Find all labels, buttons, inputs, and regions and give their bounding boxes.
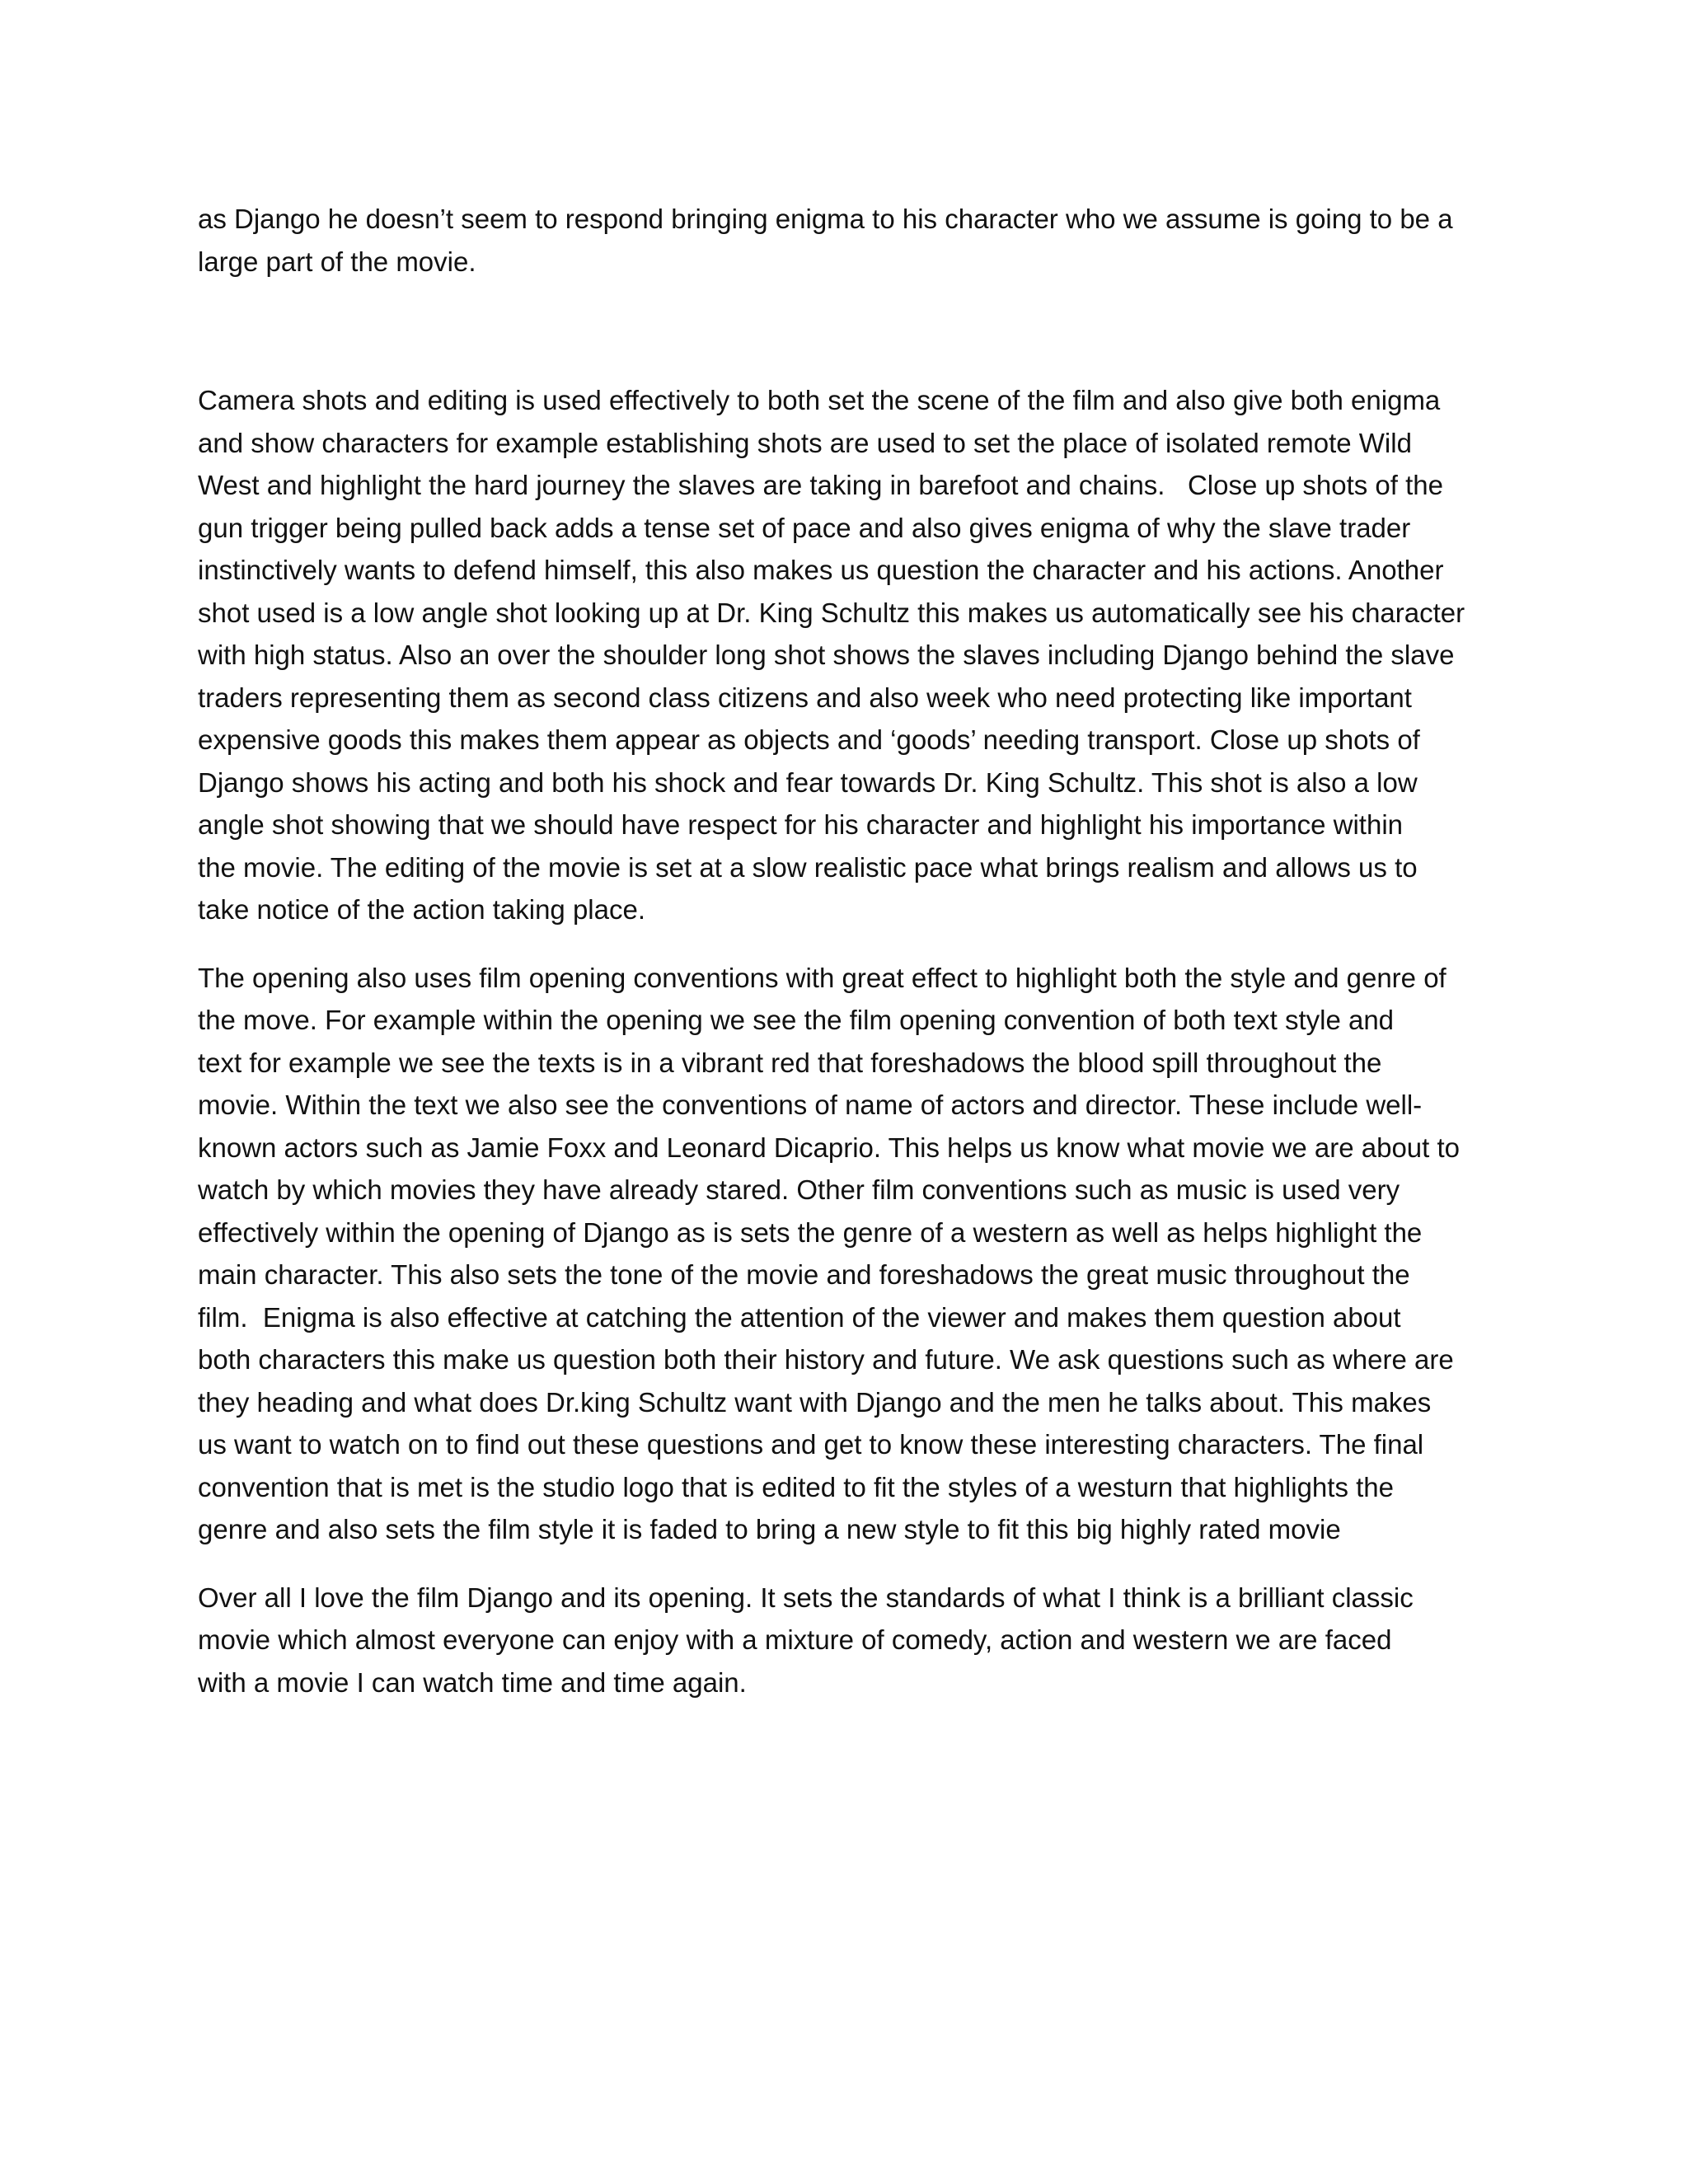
text-line: with a movie I can watch time and time again.: [198, 1666, 747, 1698]
text-line: expensive goods this makes them appear as objects and ‘goods’ needing transport. Close up shots of: [198, 724, 1420, 755]
paragraph-3: [198, 957, 1500, 1551]
text-line: us want to watch on to find out these questions and get to know these interesting characters. The final: [198, 1429, 1424, 1460]
text-line: watch by which movies they have already stared. Other film conventions such as music is used very: [198, 1174, 1400, 1205]
text-line: The opening also uses film opening conventions with great effect to highlight both the style and genre of: [198, 962, 1447, 993]
text-line: convention that is met is the studio logo that is edited to fit the styles of a westurn that highlights the: [198, 1471, 1395, 1502]
text-line: Over all I love the film Django and its opening. It sets the standards of what I think is a brilliant classic: [198, 1582, 1414, 1613]
text-line: they heading and what does Dr.king Schultz want with Django and the men he talks about. This makes: [198, 1386, 1432, 1418]
text-line: angle shot showing that we should have respect for his character and highlight his importance within: [198, 809, 1404, 840]
text-line: Django shows his acting and both his shock and fear towards Dr. King Schultz. This shot is also a low: [198, 766, 1418, 798]
text-line: with high status. Also an over the shoulder long shot shows the slaves including Django behind the slave: [198, 640, 1455, 670]
text-line: and show characters for example establishing shots are used to set the place of isolated remote Wild: [198, 427, 1412, 458]
text-line: gun trigger being pulled back adds a tense set of pace and also gives enigma of why the slave trader: [198, 512, 1411, 543]
text-line: main character. This also sets the tone of the movie and foreshadows the great music throughout the: [198, 1259, 1410, 1290]
text-line: the move. For example within the opening we see the film opening convention of both text style and: [198, 1005, 1395, 1035]
text-line: shot used is a low angle shot looking up at Dr. King Schultz this makes us automatically see his character: [198, 597, 1465, 628]
text-line: take notice of the action taking place.: [198, 894, 646, 925]
text-line: movie which almost everyone can enjoy with a mixture of comedy, action and western we are faced: [198, 1624, 1392, 1655]
paragraph-2: [198, 379, 1500, 931]
text-line: known actors such as Jamie Foxx and Leonard Dicaprio. This helps us know what movie we are about to: [198, 1132, 1461, 1163]
text-line: instinctively wants to defend himself, this also makes us question the character and his actions. Another: [198, 555, 1444, 585]
text-line: the movie. The editing of the movie is set at a slow realistic pace what brings realism and allows us to: [198, 851, 1418, 883]
text-line: effectively within the opening of Django as is sets the genre of a western as well as helps highlight the: [198, 1216, 1423, 1248]
text-line: traders representing them as second class citizens and also week who need protecting like important: [198, 682, 1412, 713]
text-line: Camera shots and editing is used effectively to both set the scene of the film and also give both enigma: [198, 385, 1441, 415]
text-line: both characters this make us question both their history and future. We ask questions such as where are: [198, 1344, 1454, 1375]
document-body: [198, 198, 1500, 1704]
text-line: as Django he doesn’t seem to respond bringing enigma to his character who we assume is going to be a: [198, 204, 1453, 234]
text-line: large part of the movie.: [198, 246, 476, 277]
text-line: text for example we see the texts is in a vibrant red that foreshadows the blood spill throughout the: [198, 1047, 1382, 1078]
paragraph-4: [198, 1577, 1500, 1704]
text-line: West and highlight the hard journey the slaves are taking in barefoot and chains. Close up shots of the: [198, 470, 1443, 500]
paragraph-1: [198, 198, 1500, 283]
text-line: movie. Within the text we also see the conventions of name of actors and director. These include well-: [198, 1090, 1423, 1120]
text-line: genre and also sets the film style it is faded to bring a new style to fit this big highly rated movie: [198, 1514, 1341, 1544]
text-line: film. Enigma is also effective at catching the attention of the viewer and makes them question about: [198, 1301, 1401, 1333]
